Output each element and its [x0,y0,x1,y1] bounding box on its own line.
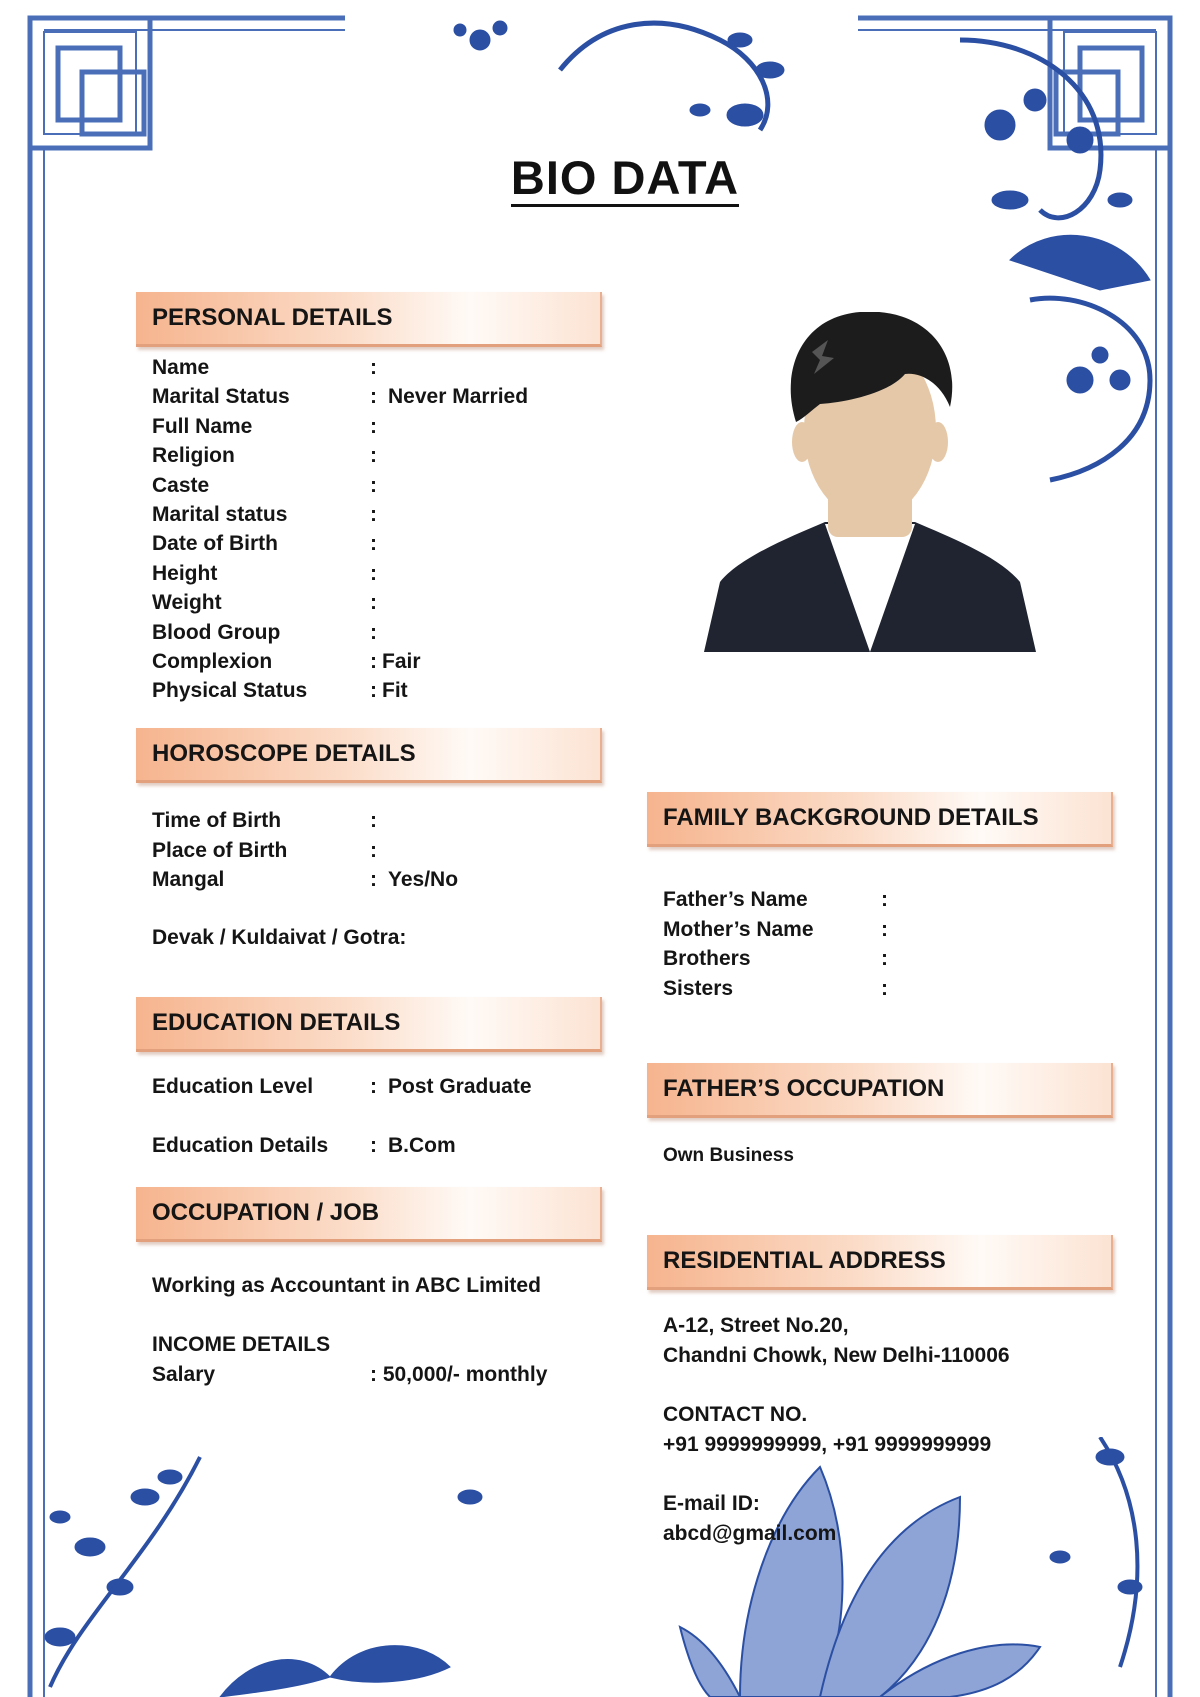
horoscope-value: Yes/No [388,868,459,891]
email-value: abcd@gmail.com [663,1522,837,1545]
separator-colon: : [370,444,377,468]
separator-colon: : [370,809,377,832]
email-label: E-mail ID: [663,1492,760,1515]
horoscope-label: Time of Birth [152,809,282,832]
section-header-father-occupation [647,1063,1113,1118]
separator-colon: : [370,414,377,438]
page-title [0,150,1200,205]
address-line-1: A-12, Street No.20, [663,1314,849,1337]
personal-row [152,562,572,588]
separator-colon: : [370,591,377,615]
separator-colon: : [881,947,888,970]
section-title: HOROSCOPE DETAILS [152,740,416,767]
section-title: RESIDENTIAL ADDRESS [663,1247,946,1274]
section-header-address [647,1235,1113,1290]
horoscope-label: Place of Birth [152,838,288,862]
separator-colon: : [370,532,377,556]
separator-colon: : [370,561,377,585]
father-occupation-text: Own Business [663,1145,794,1166]
family-label: Sisters [663,976,734,1000]
section-header-horoscope [136,728,602,783]
separator-colon: : [370,679,377,703]
family-row [663,977,1083,1003]
personal-label: Height [152,561,218,585]
separator-colon: : [370,473,377,497]
personal-row [152,591,572,617]
personal-label: Physical Status [152,679,308,703]
separator-colon: : [370,868,377,891]
personal-label: Weight [152,591,222,615]
section-header-personal [136,292,602,347]
profile-photo [700,312,1040,652]
address-line-2: Chandni Chowk, New Delhi-110006 [663,1344,1010,1367]
separator-colon: : [370,1075,377,1098]
contact-value: +91 9999999999, +91 9999999999 [663,1433,992,1456]
family-label: Brothers [663,947,751,970]
salary-value: : 50,000/- monthly [370,1363,548,1386]
occupation-text: Working as Accountant in ABC Limited [152,1274,541,1297]
separator-colon: : [370,1134,377,1157]
family-row [663,918,1083,944]
personal-row [152,356,572,382]
horoscope-row [152,839,572,865]
section-title: FAMILY BACKGROUND DETAILS [663,804,1039,831]
horoscope-row [152,868,572,894]
personal-value: Never Married [388,385,529,409]
family-row [663,947,1083,973]
horoscope-label: Mangal [152,868,225,891]
education-label: Education Level [152,1075,314,1098]
gotra-text: Devak / Kuldaivat / Gotra: [152,926,407,949]
personal-label: Complexion [152,650,273,673]
section-title: FATHER’S OCCUPATION [663,1075,945,1102]
personal-row [152,679,572,705]
separator-colon: : [370,838,377,862]
separator-colon: : [881,888,888,911]
education-row [152,1075,572,1101]
separator-colon: : [370,356,377,379]
family-label: Father’s Name [663,888,808,911]
salary-label: Salary [152,1363,216,1386]
personal-row [152,444,572,470]
section-title: PERSONAL DETAILS [152,304,393,331]
personal-row [152,385,572,411]
personal-row [152,621,572,647]
personal-label: Date of Birth [152,532,278,556]
separator-colon: : [370,650,377,673]
education-row [152,1134,572,1160]
section-header-education [136,997,602,1052]
personal-row [152,415,572,441]
personal-row [152,503,572,529]
page-title-text: BIO DATA [511,151,739,207]
family-label: Mother’s Name [663,917,814,941]
floral-decoration-bottom [0,1437,1200,1697]
section-title: EDUCATION DETAILS [152,1009,401,1036]
section-title: OCCUPATION / JOB [152,1199,380,1226]
horoscope-row [152,809,572,835]
personal-row [152,532,572,558]
income-heading: INCOME DETAILS [152,1333,331,1356]
personal-label: Name [152,356,210,379]
education-label: Education Details [152,1134,329,1157]
separator-colon: : [881,917,888,941]
personal-label: Full Name [152,414,253,438]
family-row [663,888,1083,914]
education-value: B.Com [388,1134,456,1157]
personal-label: Marital Status [152,385,290,409]
personal-row [152,650,572,676]
personal-label: Marital status [152,503,288,526]
personal-label: Caste [152,473,210,497]
personal-value: Fit [382,679,408,703]
separator-colon: : [370,620,377,644]
section-header-occupation [136,1187,602,1242]
separator-colon: : [370,385,377,409]
separator-colon: : [370,503,377,526]
personal-label: Religion [152,444,235,468]
personal-value: Fair [382,650,421,673]
personal-label: Blood Group [152,620,281,644]
education-value: Post Graduate [388,1075,532,1098]
contact-label: CONTACT NO. [663,1403,808,1426]
personal-row [152,474,572,500]
separator-colon: : [881,976,888,1000]
section-header-family [647,792,1113,847]
